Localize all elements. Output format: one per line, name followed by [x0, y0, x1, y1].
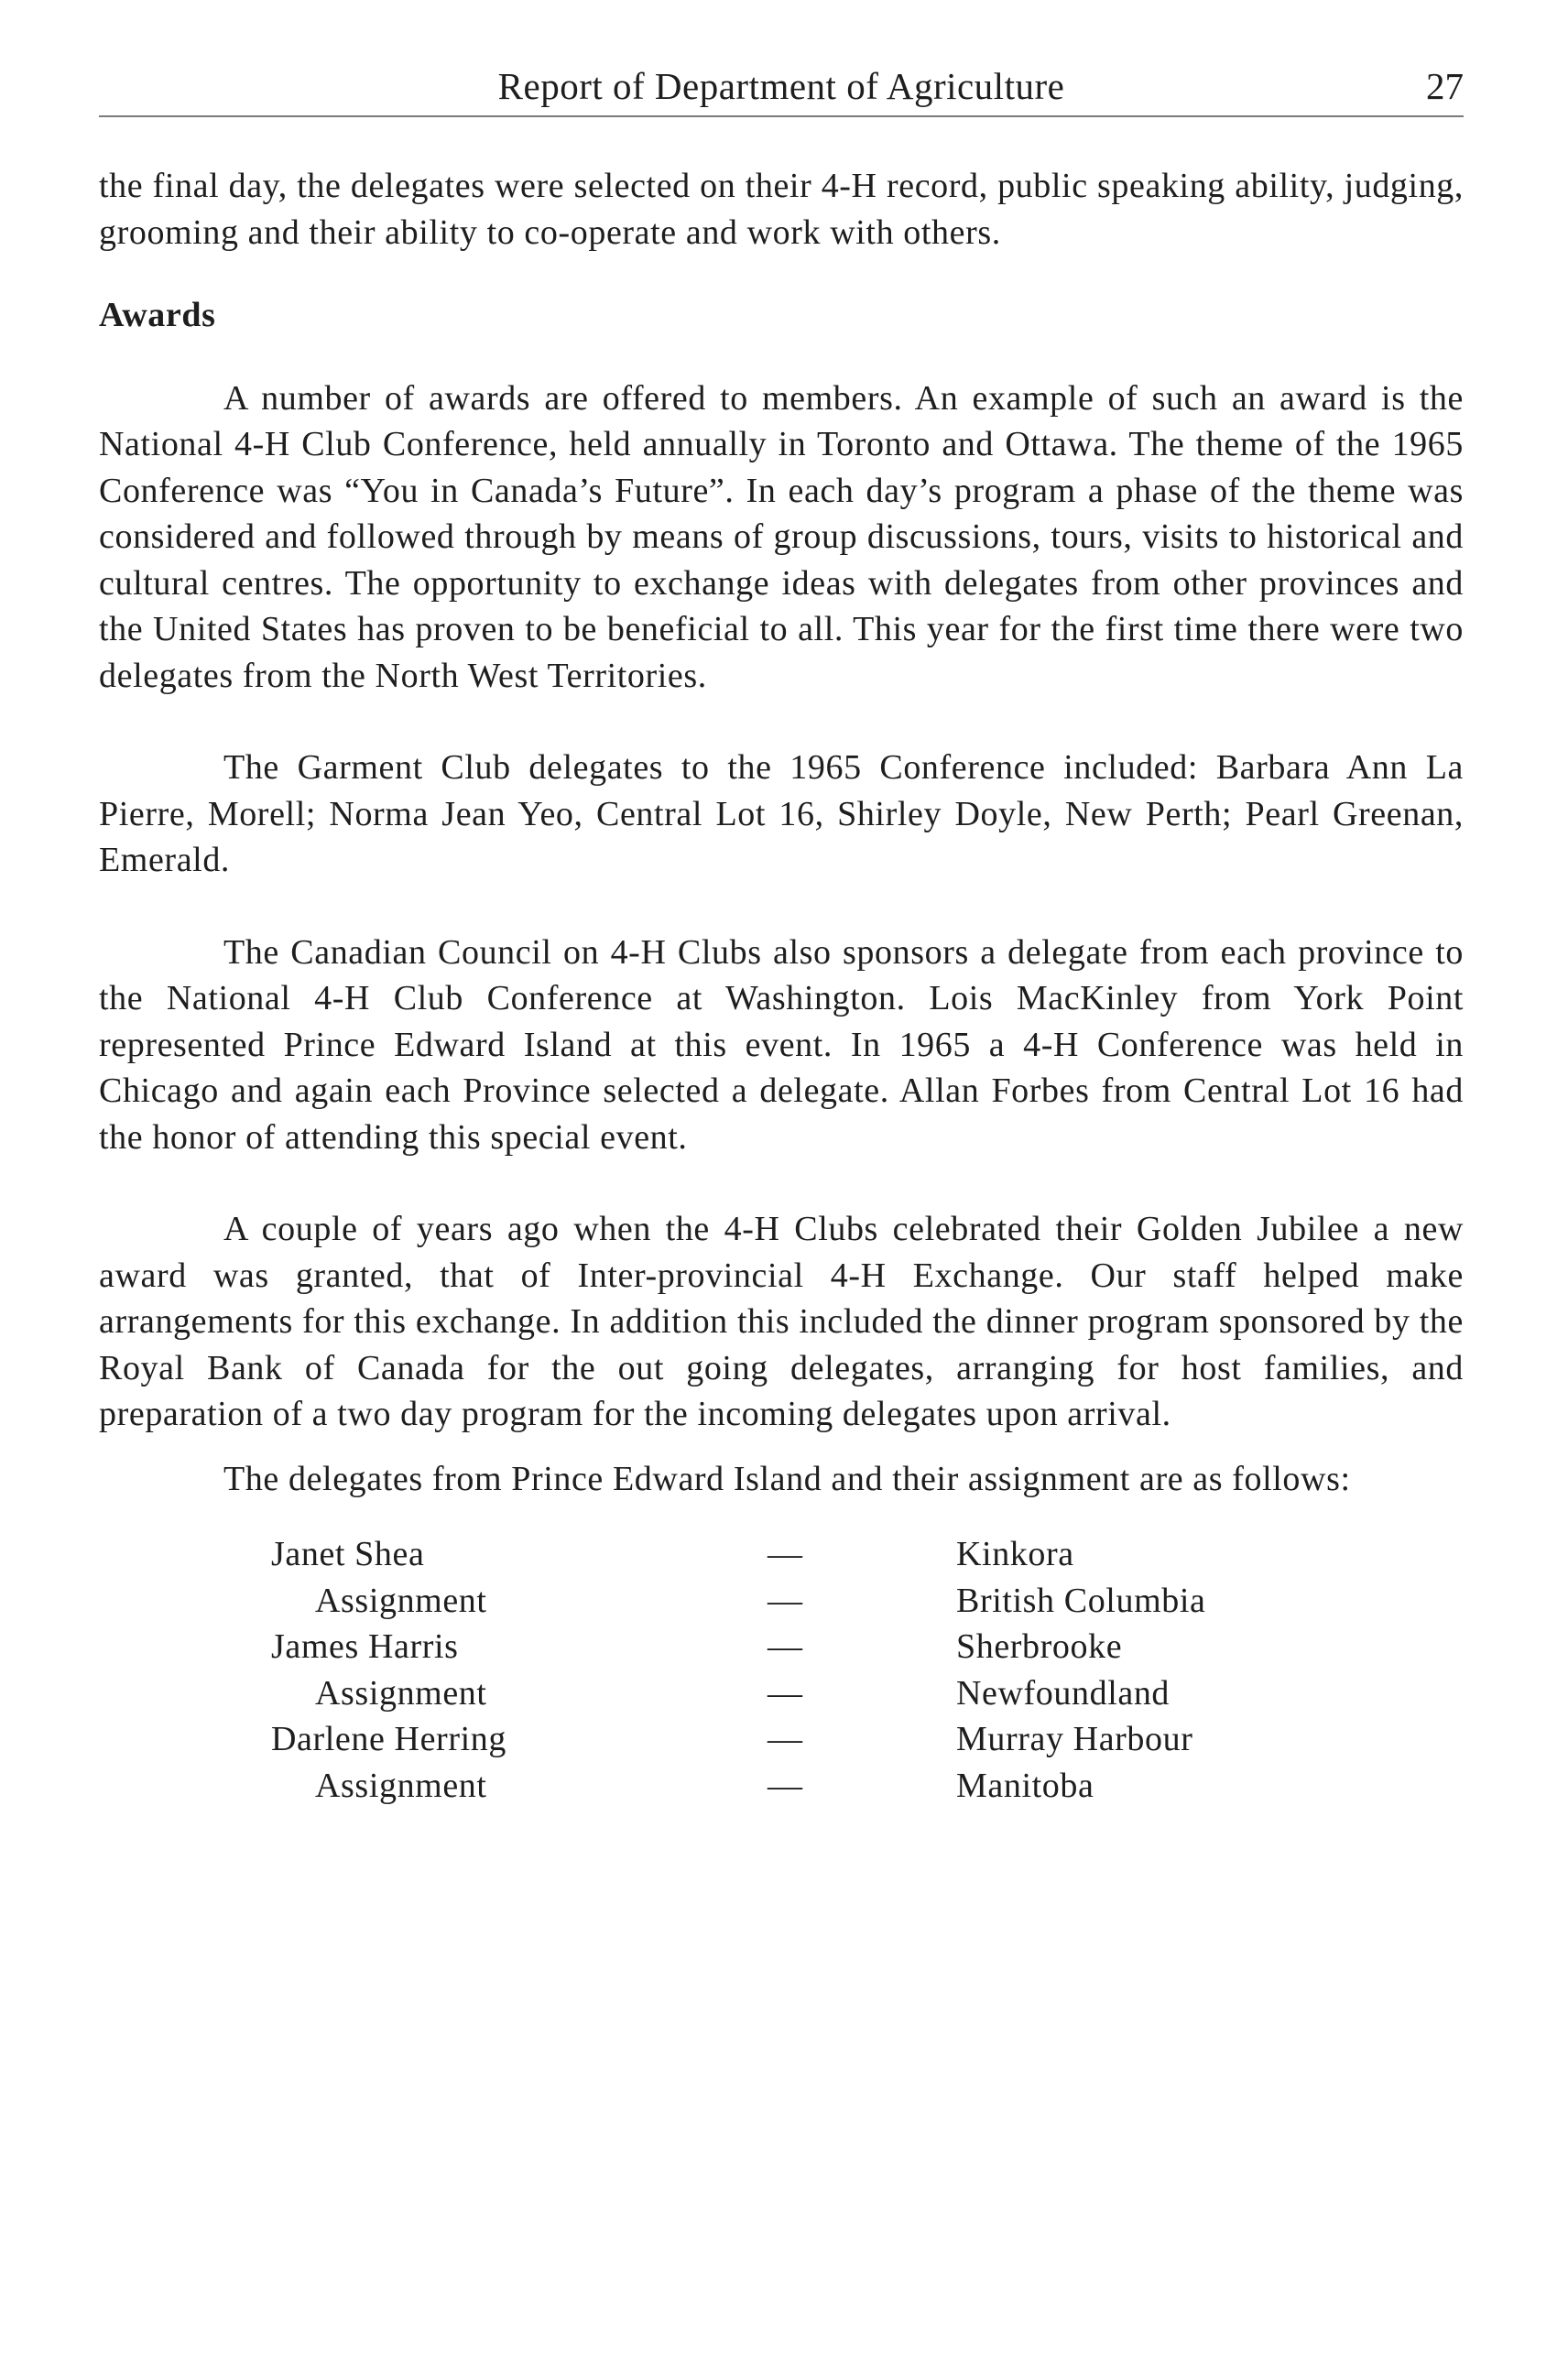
body-text — [99, 163, 1464, 1809]
dash-separator: — — [768, 1535, 803, 1573]
table-row — [271, 1624, 1370, 1670]
section-heading-awards: Awards — [99, 296, 216, 334]
delegate-place: Sherbrooke — [956, 1627, 1123, 1666]
table-row — [271, 1763, 1370, 1810]
dash-separator: — — [768, 1673, 803, 1713]
delegates-table — [271, 1531, 1370, 1809]
assignment-label: Assignment — [315, 1673, 487, 1713]
paragraph-delegates-intro: The delegates from Prince Edward Island and their assignment are as follows: — [223, 1459, 1351, 1498]
dash-separator: — — [768, 1581, 803, 1620]
paragraph-continuation: the final day, the delegates were selected on their 4-H record, public speaking ability, judging, grooming and their ability to co-operate and work with others. — [99, 167, 1464, 252]
delegate-name: Darlene Herring — [271, 1720, 506, 1758]
running-title: Report of Department of Agriculture — [497, 65, 1065, 107]
assignment-place: Newfoundland — [956, 1673, 1171, 1713]
table-row — [271, 1531, 1370, 1578]
dash-separator: — — [768, 1720, 803, 1758]
assignment-place: Manitoba — [956, 1766, 1094, 1805]
delegate-name: Janet Shea — [271, 1535, 425, 1573]
paragraph-garment-club: The Garment Club delegates to the 1965 Conference included: Barbara Ann La Pierre, Morell; Norma Jean Yeo, Central Lot 16, Shirley Doyle, New Perth; Pearl Greenan, Emerald. — [99, 748, 1464, 879]
table-row — [271, 1670, 1370, 1717]
paragraph-national-conference: A number of awards are offered to members. An example of such an award is the National 4-H Club Conference, held annually in Toronto and Ottawa. The theme of the 1965 Conference was “You in Canada’s Future”. In each day’s program a phase of the theme was considered and followed through by means of group discussions, tours, visits to historical and cultural centres. The opportunity to exchange ideas with delegates from other provinces and the United States has proven to be beneficial to all. This year for the first time there were two delegates from the North West Territories. — [99, 378, 1464, 695]
paragraph-canadian-council: The Canadian Council on 4-H Clubs also sponsors a delegate from each province to the National 4-H Club Conference at Washington. Lois MacKinley from York Point represented Prince Edward Island at this event. In 1965 a 4-H Conference was held in Chicago and again each Province selected a delegate. Allan Forbes from Central Lot 16 had the honor of attending this special event. — [99, 932, 1464, 1157]
delegate-name: James Harris — [271, 1627, 459, 1666]
assignment-place: British Columbia — [956, 1581, 1206, 1620]
paragraph-golden-jubilee: A couple of years ago when the 4-H Clubs celebrated their Golden Jubilee a new award was granted, that of Inter-provincial 4-H Exchange. Our staff helped make arrangements for this exchange. In addition this included the dinner program sponsored by the Royal Bank of Canada for the out going delegates, arranging for host families, and preparation of a two day program for the incoming delegates upon arrival. — [99, 1210, 1464, 1433]
header-rule — [99, 115, 1464, 117]
assignment-label: Assignment — [315, 1581, 487, 1620]
delegate-place: Kinkora — [956, 1535, 1074, 1573]
dash-separator: — — [768, 1627, 803, 1666]
running-header — [99, 60, 1464, 112]
dash-separator: — — [768, 1766, 803, 1805]
page-number: 27 — [1426, 65, 1464, 107]
delegate-place: Murray Harbour — [956, 1720, 1193, 1758]
table-row — [271, 1716, 1370, 1763]
assignment-label: Assignment — [315, 1766, 487, 1805]
table-row — [271, 1578, 1370, 1625]
